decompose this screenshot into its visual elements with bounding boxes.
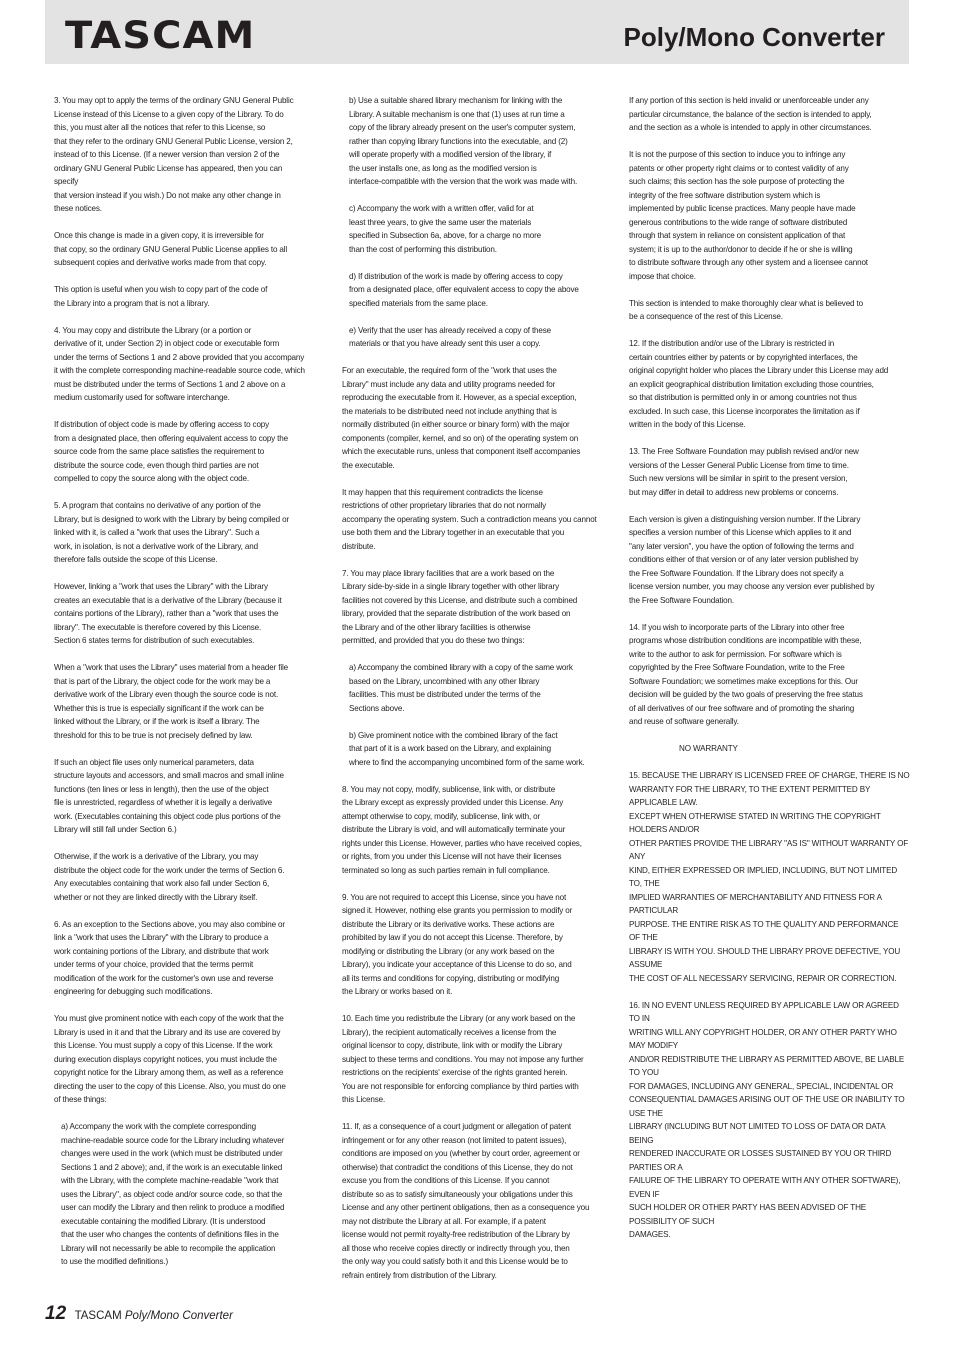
paragraph: Each version is given a distinguishing version number. If the Library specifies a version number of this License which applies to it and "any later version", you have the option of following the terms and conditions either of that version or of any later version published by the Free Software Foundation. If the Library does not specify a license version number, you may choose any version ever published by the Free Software Foundation. <box>629 514 875 605</box>
paragraph: If distribution of object code is made by offering access to copy from a designated place, then offering equivalent access to copy the source code from the same place satisfies the requirement to distribute the source code, even though third parties are not compelled to copy the source along with the object code. <box>54 420 288 483</box>
paragraph: 8. You may not copy, modify, sublicense, link with, or distribute the Library except as expressly provided under this License. Any attempt otherwise to copy, modify, sublicense, link with, or distribute the Library is void, and will automatically terminate your rights under this License. However, parties who have received copies, or rights, from you under this License will not have their licenses terminated so long as such parties remain in full compliance. <box>342 784 582 875</box>
footer-text <box>75 1310 233 1322</box>
paragraph: 14. If you wish to incorporate parts of the Library into other free programs whose distribution conditions are incompatible with these, write to the author to ask for permission. For software which is copyrighted by the Free Software Foundation, write to the Free Software Foundation; we sometimes make exceptions for this. Our decision will be guided by the two goals of preserving the free status of all derivatives of our free software and of promoting the sharing and reuse of software generally. <box>629 622 863 726</box>
paragraph: 5. A program that contains no derivative of any portion of the Library, but is designed to work with the Library by being compiled or linked with it, is called a "work that uses the Library". Such a work, in isolation, is not a derivative work of the Library, and therefore falls outside the scope of this License. <box>54 501 289 564</box>
paragraph: Once this change is made in a given copy, it is irreversible for that copy, so the ordinary GNU General Public License applies to all subsequent copies and derivative works made from that copy. <box>54 231 288 267</box>
page-footer <box>45 1303 233 1325</box>
paragraph: 11. If, as a consequence of a court judgment or allegation of patent infringement or for any other reason (not limited to patent issues), conditions are imposed on you (whether by court order, agreement or otherwise) that contradict the conditions of this License, they do not excuse you from the conditions of this License. If you cannot distribute so as to satisfy simultaneously your obligations under this License and any other pertinent obligations, then as a consequence you may not distribute the Library at all. For example, if a patent license would not permit royalty-free redistribution of the Library by all those who receive copies directly or indirectly through you, then the only way you could satisfy both it and this License would be to refrain entirely from distribution of the Library. <box>342 1122 590 1280</box>
paragraph: b) Give prominent notice with the combined library of the fact that part of it is a work based on the Library, and explaining where to find the accompanying uncombined form of the same work. <box>349 730 585 767</box>
paragraph: c) Accompany the work with a written offer, valid for at least three years, to give the same user the materials specified in Subsection 6a, above, for a charge no more than the cost of performing this distribution. <box>349 204 541 254</box>
footer-brand: TASCAM <box>74 1310 122 1322</box>
paragraph: 15. BECAUSE THE LIBRARY IS LICENSED FREE OF CHARGE, THERE IS NO WARRANTY FOR THE LIBRARY, TO THE EXTENT PERMITTED BY APPLICABLE LAW. EXCEPT WHEN OTHERWISE STATED IN WRITING THE COPYRIGHT HOLDERS AND/OR OTHER PARTIES PROVIDE THE LIBRARY "AS IS" WITHOUT WARRANTY OF ANY KIND, EITHER EXPRESSED OR IMPLIED, INCLUDING, BUT NOT LIMITED TO, THE IMPLIED WARRANTIES OF MERCHANTABILITY AND FITNESS FOR A PARTICULAR PURPOSE. THE ENTIRE RISK AS TO THE QUALITY AND PERFORMANCE OF THE LIBRARY IS WITH YOU. SHOULD THE LIBRARY PROVE DEFECTIVE, YOU ASSUME THE COST OF ALL NECESSARY SERVICING, REPAIR OR CORRECTION. <box>629 771 910 983</box>
paragraph: When a "work that uses the Library" uses material from a header file that is part of the Library, the object code for the work may be a derivative work of the Library even though the source code is not. Whether this is true is especially significant if the work can be linked without the Library, or if the work is itself a library. The threshold for this to be true is not precisely defined by law. <box>54 663 288 740</box>
paragraph: It is not the purpose of this section to induce you to infringe any patents or other property right claims or to contest validity of any such claims; this section has the sole purpose of protecting the integrity of the free software distribution system which is implemented by public license practices. Many people have made generous contributions to the wide range of software distributed through that system in reliance on consistent application of that system; it is up to the author/donor to decide if he or she is willing to distribute software through any other system and a licensee cannot impose that choice. <box>629 150 868 281</box>
paragraph: a) Accompany the work with the complete corresponding machine-readable source code for the Library including whatever changes were used in the work (which must be distributed under Sections 1 and 2 above); and, if the work is an executable linked with the Library, with the complete machine-readable "work that uses the Library", as object code and/or source code, so that the user can modify the Library and then relink to produce a modified executable containing the modified Library. (It is understood that the user who changes the contents of definitions files in the Library will not necessarily be able to recompile the application to use the modified definitions.) <box>61 1122 285 1266</box>
tascam-logo: TASCAM <box>65 14 256 57</box>
paragraph: You must give prominent notice with each copy of the work that the Library is used in it and that the Library and its use are covered by this License. You must supply a copy of this License. If the work during execution displays copyright notices, you must include the copyright notice for the Library among them, as well as a reference directing the user to the copy of this License. Also, you must do one of these things: <box>54 1014 286 1104</box>
paragraph: 9. You are not required to accept this License, since you have not signed it. However, nothing else grants you permission to modify or distribute the Library or its derivative works. These actions are prohibited by law if you do not accept this License. Therefore, by modifying or distributing the Library (or any work based on the Library), you indicate your acceptance of this License to do so, and all its terms and conditions for copying, distributing or modifying the Library or works based on it. <box>342 892 573 996</box>
paragraph: a) Accompany the combined library with a copy of the same work based on the Library, uncombined with any other library facilities. This must be distributed under the terms of the Sections above. <box>349 663 573 713</box>
paragraph: Otherwise, if the work is a derivative of the Library, you may distribute the object code for the work under the terms of Section 6. Any executables containing that work also fall under Section 6, whether or not they are linked directly with the Library itself. <box>54 852 285 902</box>
paragraph: 7. You may place library facilities that are a work based on the Library side-by-side in a single library together with other library facilities not covered by this License, and distribute such a combined library, provided that the separate distribution of the work based on the Library and of the other library facilities is otherwise permitted, and provided that you do these two things: <box>342 568 578 645</box>
paragraph: 3. You may opt to apply the terms of the ordinary GNU General Public License instead of this License to a given copy of the Library. To do this, you must alter all the notices that refer to this License, so that they refer to the ordinary GNU General Public License, version 2, instead of to this License. (If a newer version than version 2 of the ordinary GNU General Public License has appeared, then you can specify that version instead if you wish.) Do not make any other change in these notices. <box>54 96 294 213</box>
paragraph: For an executable, the required form of the "work that uses the Library" must include any data and utility programs needed for reproducing the executable from it. However, as a special exception, the materials to be distributed need not include anything that is normally distributed (in either source or binary form) with the major components (compiler, kernel, and so on) of the operating system on which the executable runs, unless that component itself accompanies the executable. <box>342 366 581 470</box>
paragraph: This section is intended to make thoroughly clear what is believed to be a consequence of the rest of this License. <box>629 298 863 321</box>
text-column-3 <box>629 94 911 1255</box>
footer-product: Poly/Mono Converter <box>124 1310 233 1322</box>
paragraph: However, linking a "work that uses the Library" with the Library creates an executable that is a derivative of the Library (because it contains portions of the Library), rather than a "work that uses the library". The executable is therefore covered by this License. Section 6 states terms for distribution of such executables. <box>54 582 282 645</box>
paragraph: This option is useful when you wish to copy part of the code of the Library into a program that is not a library. <box>54 285 268 308</box>
paragraph: 12. If the distribution and/or use of the Library is restricted in certain countries either by patents or by copyrighted interfaces, the original copyright holder who places the Library under this License may add an explicit geographical distribution limitation excluding those countries, so that distribution is permitted only in or among countries not thus excluded. In such case, this License incorporates the limitation as if written in the body of this License. <box>629 339 889 429</box>
paragraph: If such an object file uses only numerical parameters, data structure layouts and accessors, and small macros and small inline functions (ten lines or less in length), then the use of the object file is unrestricted, regardless of whether it is legally a derivative work. (Executables containing this object code plus portions of the Library will still fall under Section 6.) <box>54 757 284 834</box>
paragraph: d) If distribution of the work is made by offering access to copy from a designated place, offer equivalent access to copy the above specified materials from the same place. <box>349 271 579 308</box>
paragraph: 10. Each time you redistribute the Library (or any work based on the Library), the recipient automatically receives a license from the original licensor to copy, distribute, link with or modify the Library subject to these terms and conditions. You may not impose any further restrictions on the recipients' exercise of the rights granted herein. You are not responsible for enforcing compliance by third parties with this License. <box>342 1014 584 1104</box>
text-column-2 <box>342 94 597 1296</box>
paragraph: 6. As an exception to the Sections above, you may also combine or link a "work that uses the Library" with the Library to produce a work containing portions of the Library, and distribute that work under terms of your choice, provided that the terms permit modification of the work for the customer's own use and reverse engineering for debugging such modifications. <box>54 919 285 996</box>
page-header <box>45 0 909 64</box>
paragraph: e) Verify that the user has already received a copy of these materials or that you have already sent this user a copy. <box>349 325 552 348</box>
page-title: Poly/Mono Converter <box>623 22 885 52</box>
paragraph: It may happen that this requirement contradicts the license restrictions of other proprietary libraries that do not normally accompany the operating system. Such a contradiction means you cannot use both them and the Library together in an executable that you distribute. <box>342 487 597 551</box>
paragraph: If any portion of this section is held invalid or unenforceable under any particular circumstance, the balance of the section is intended to apply, and the section as a whole is intended to apply in other circumstances. <box>629 96 872 132</box>
paragraph: 4. You may copy and distribute the Library (or a portion or derivative of it, under Section 2) in object code or executable form under the terms of Sections 1 and 2 above provided that you accompany it with the complete corresponding machine-readable source code, which must be distributed under the terms of Sections 1 and 2 above on a medium customarily used for software interchange. <box>54 325 305 402</box>
section-heading: NO WARRANTY <box>679 744 738 753</box>
page-number: 12 <box>45 1303 67 1324</box>
paragraph: b) Use a suitable shared library mechanism for linking with the Library. A suitable mechanism is one that (1) uses at run time a copy of the library already present on the user's computer system, rather than copying library functions into the executable, and (2) will operate properly with a modified version of the library, if the user installs one, as long as the modified version is interface-compatible with the version that the work was made with. <box>349 96 578 186</box>
text-column-1 <box>54 94 307 1282</box>
paragraph: 13. The Free Software Foundation may publish revised and/or new versions of the Lesser General Public License from time to time. Such new versions will be similar in spirit to the present version, but may differ in detail to address new problems or concerns. <box>629 447 859 497</box>
paragraph: 16. IN NO EVENT UNLESS REQUIRED BY APPLICABLE LAW OR AGREED TO IN WRITING WILL ANY COPYRIGHT HOLDER, OR ANY OTHER PARTY WHO MAY MODIFY AND/OR REDISTRIBUTE THE LIBRARY AS PERMITTED ABOVE, BE LIABLE TO YOU FOR DAMAGES, INCLUDING ANY GENERAL, SPECIAL, INCIDENTAL OR CONSEQUENTIAL DAMAGES ARISING OUT OF THE USE OR INABILITY TO USE THE LIBRARY (INCLUDING BUT NOT LIMITED TO LOSS OF DATA OR DATA BEING RENDERED INACCURATE OR LOSSES SUSTAINED BY YOU OR THIRD PARTIES OR A FAILURE OF THE LIBRARY TO OPERATE WITH ANY OTHER SOFTWARE), EVEN IF SUCH HOLDER OR OTHER PARTY HAS BEEN ADVISED OF THE POSSIBILITY OF SUCH DAMAGES. <box>629 1000 905 1239</box>
